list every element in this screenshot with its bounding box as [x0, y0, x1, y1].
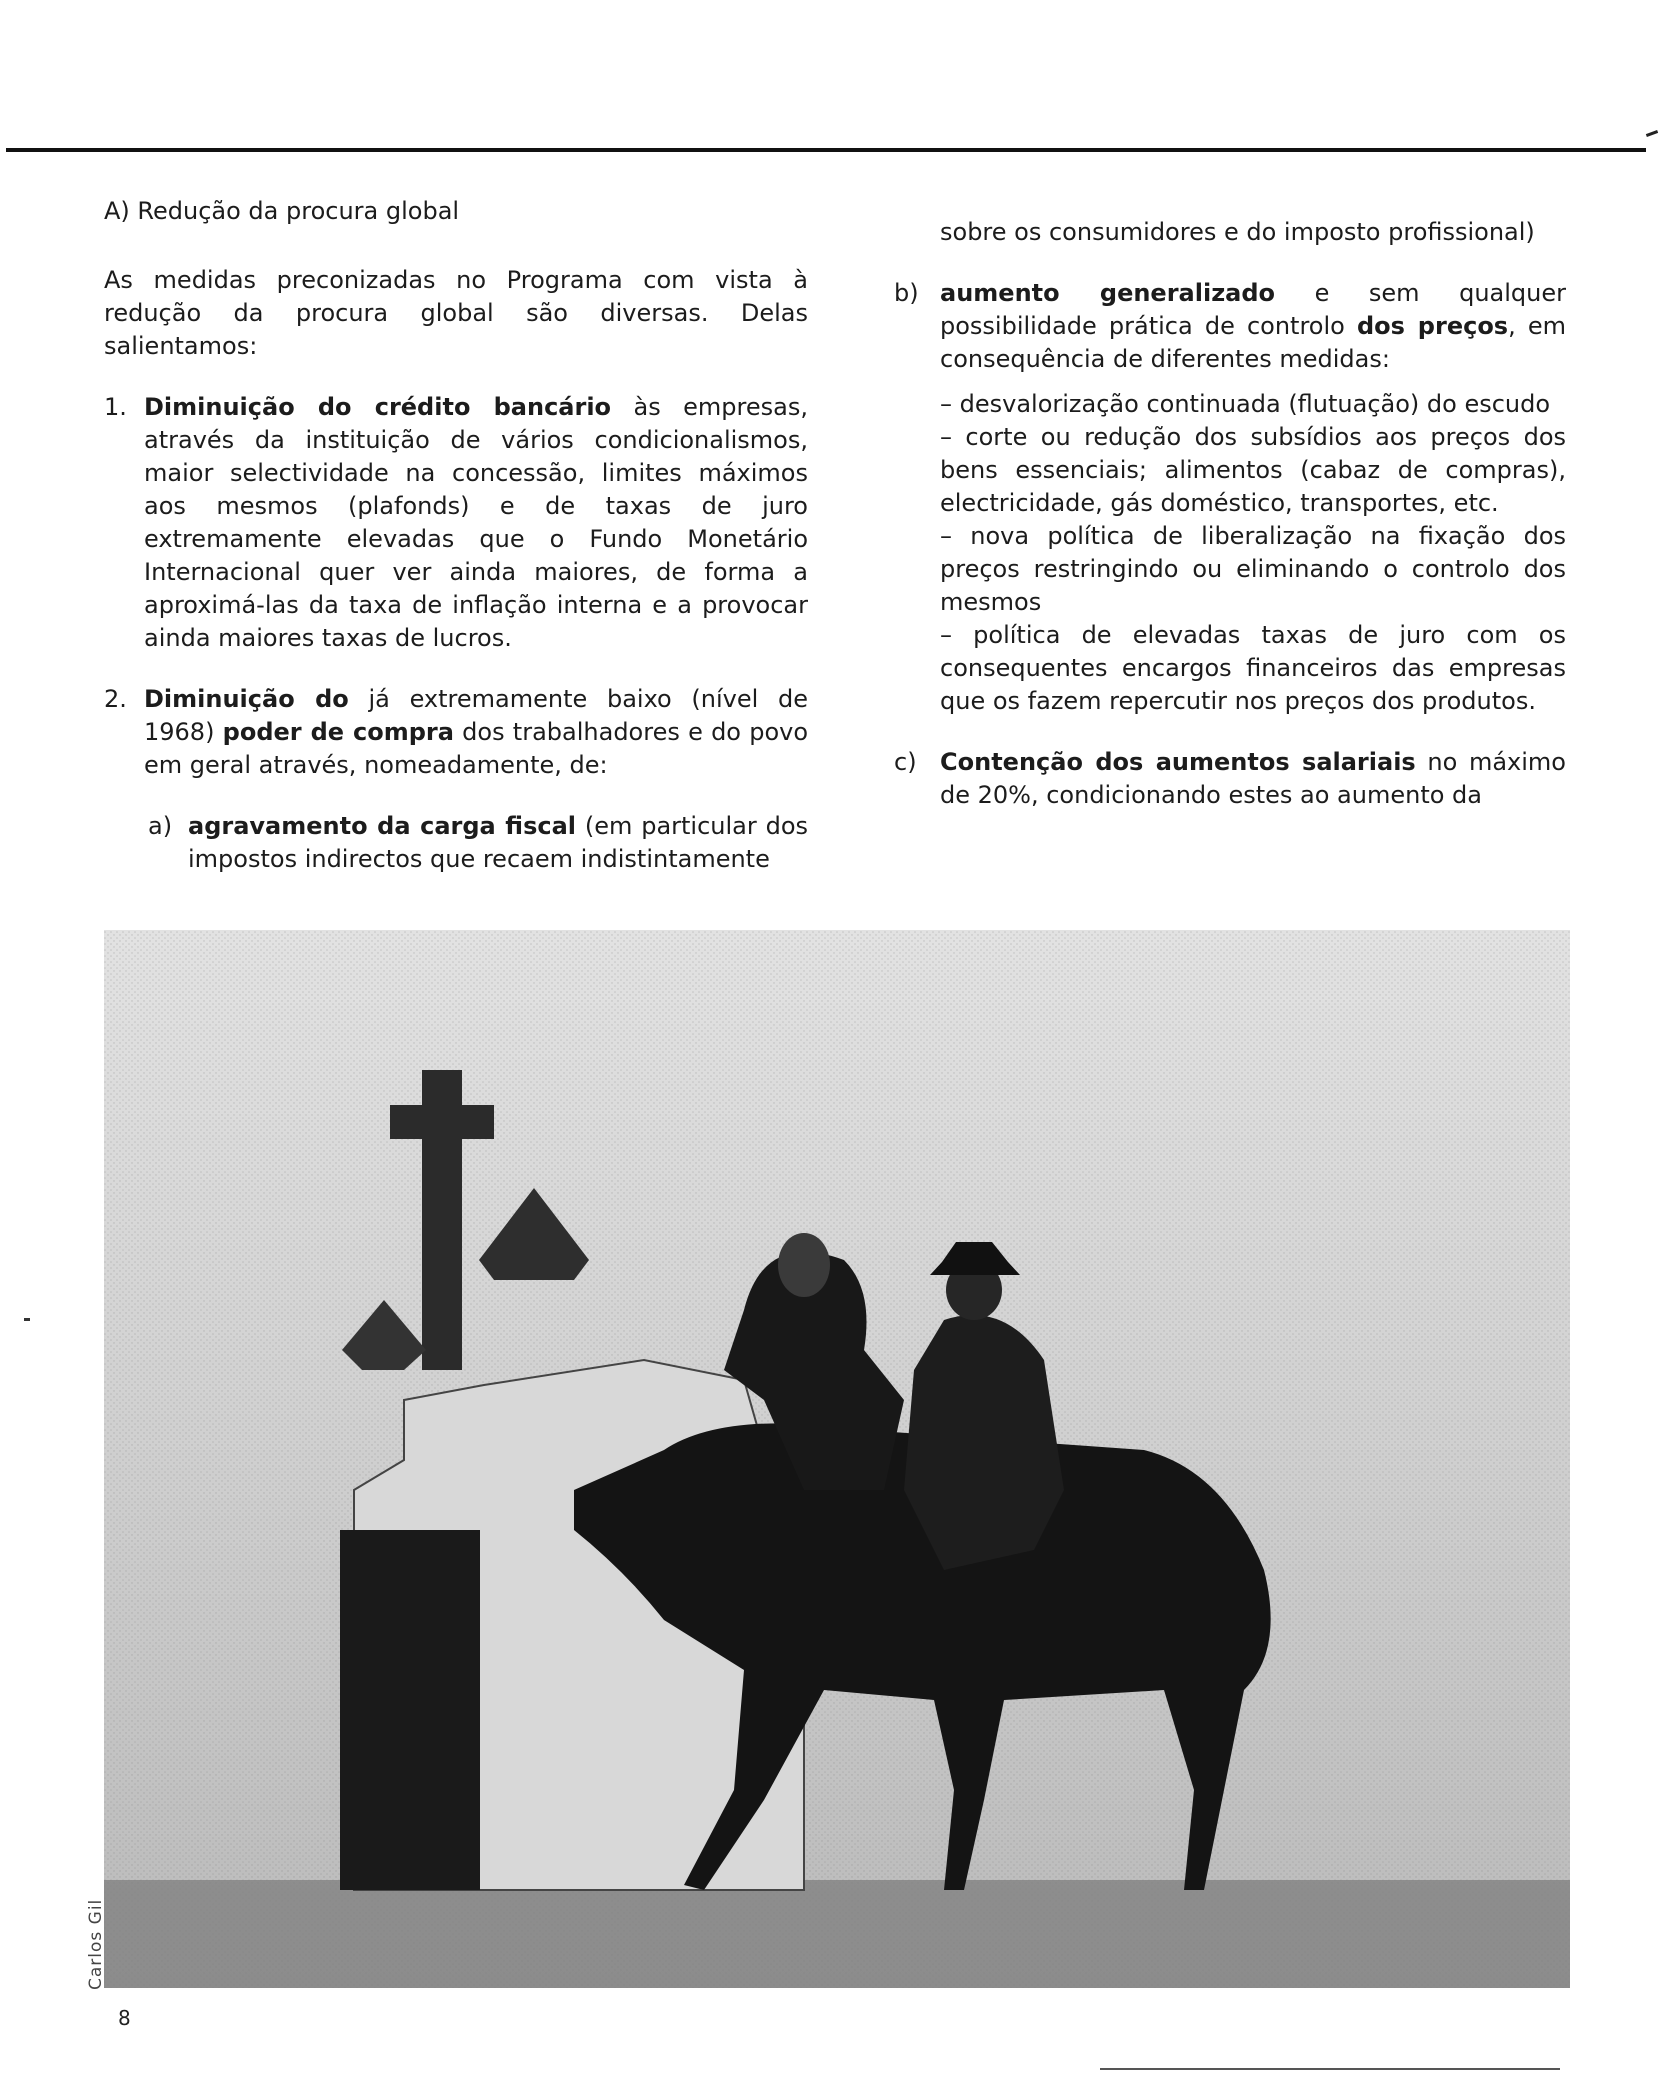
- top-rule: [6, 148, 1646, 152]
- cross-bar-shape: [390, 1105, 494, 1139]
- dash-list: [900, 388, 1566, 718]
- list-item-b: [894, 277, 1567, 376]
- photo-ground: [104, 1880, 1570, 1988]
- list-item-c-bold: Contenção dos aumentos salariais: [940, 748, 1416, 776]
- dash-item: – desvalorização continuada (flutuação) do escudo: [940, 390, 1551, 418]
- list-item-2a-marker: a): [148, 812, 173, 840]
- left-column: [104, 195, 808, 876]
- dash-item: – nova política de liberalização na fixação dos preços restringindo ou eliminando o controlo dos mesmos: [940, 522, 1566, 616]
- doorway-shape: [340, 1530, 480, 1890]
- woman-face: [778, 1233, 830, 1297]
- right-column: [894, 192, 1567, 824]
- photograph: [104, 930, 1570, 1988]
- list-item-c-text: no máximo de 20%, condicionando estes ao aumento da: [940, 748, 1566, 809]
- photo-illustration: [104, 930, 1570, 1988]
- list-item-2-bold-2: poder de compra: [222, 718, 454, 746]
- list-item-b-bold-2: dos preços: [1356, 312, 1509, 340]
- top-rule-mark: [1646, 130, 1658, 137]
- dash-item: – política de elevadas taxas de juro com os consequentes encargos financeiros das empresas que os fazem repercutir nos preços dos produtos.: [940, 621, 1566, 715]
- list-item-c: [894, 746, 1566, 812]
- list-item-1-number: 1.: [104, 393, 127, 421]
- list-item-2-bold-1: Diminuição do: [144, 685, 349, 713]
- page-number: 8: [118, 2006, 131, 2030]
- list-item-b-text-2: , em consequência de diferentes medidas:: [940, 312, 1567, 373]
- list-item-2: [104, 683, 808, 782]
- photo-credit: Carlos Gil: [86, 1898, 106, 1990]
- list-item-2a-text: (em particular dos impostos indirectos que recaem indistintamente: [188, 812, 808, 873]
- list-item-b-marker: b): [894, 279, 919, 307]
- intro-paragraph: As medidas preconizadas no Programa com vista à redução da procura global são diversas. Delas salientamos:: [104, 266, 808, 360]
- list-item-2-text-1: já extremamente baixo (nível de 1968): [144, 685, 808, 746]
- list-item-2a-bold: agravamento da carga fiscal: [188, 812, 577, 840]
- dash-item: – corte ou redução dos subsídios aos preços dos bens essenciais; alimentos (cabaz de compras), electricidade, gás doméstico, transportes, etc.: [940, 423, 1566, 517]
- list-item-2-text-2: dos trabalhadores e do povo em geral através, nomeadamente, de:: [144, 718, 809, 779]
- list-item-1: [104, 391, 808, 655]
- section-heading: A) Redução da procura global: [104, 197, 460, 225]
- list-item-2-number: 2.: [104, 685, 127, 713]
- list-item-c-marker: c): [894, 748, 917, 776]
- list-item-b-bold-1: aumento generalizado: [940, 279, 1276, 307]
- list-item-2a: [148, 810, 808, 876]
- list-item-1-text: às empresas, através da instituição de vários condicionalismos, maior selectividade na concessão, limites máximos aos mesmos (plafonds) e de taxas de juro extremamente elevadas que o Fundo Monetário Internacional quer ver ainda maiores, de forma a aproximá-las da taxa de inflação interna e a provocar ainda maiores taxas de lucros.: [144, 393, 808, 652]
- bottom-rule: [1100, 2068, 1560, 2070]
- margin-mark: [24, 1318, 30, 1321]
- list-item-b-text-1: e sem qualquer possibilidade prática de controlo: [940, 279, 1566, 340]
- continuation-text: sobre os consumidores e do imposto profissional): [940, 218, 1535, 246]
- list-item-1-bold: Diminuição do crédito bancário: [144, 393, 612, 421]
